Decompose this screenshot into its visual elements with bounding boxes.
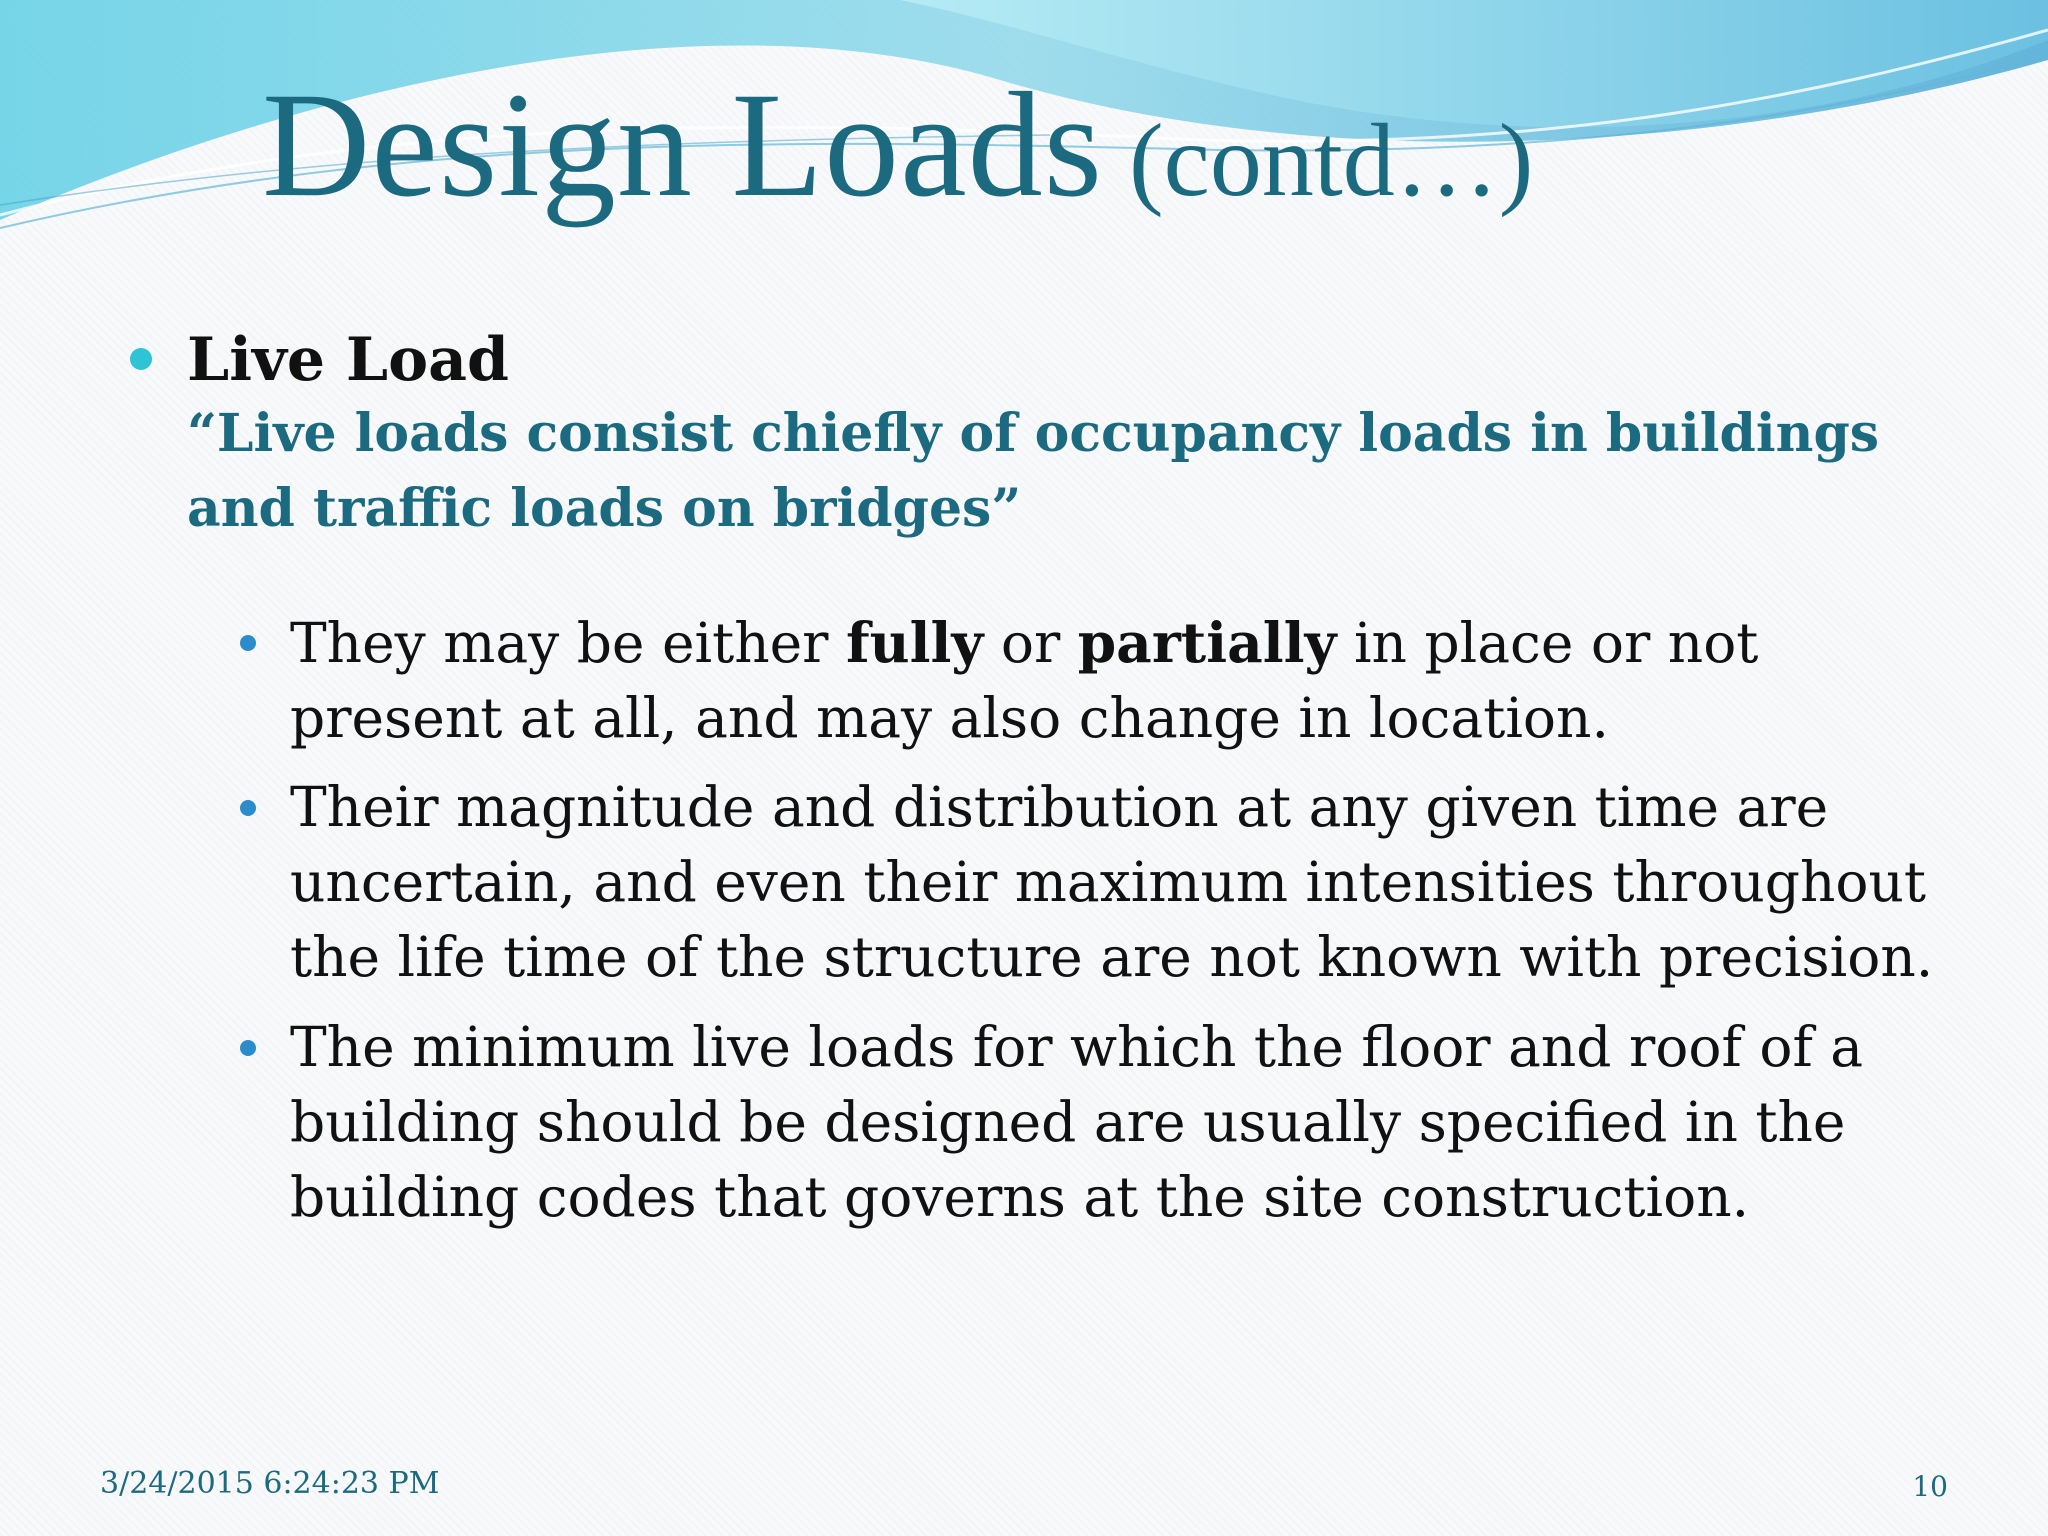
slide-title xyxy=(262,62,1534,228)
sub-bullet-1 xyxy=(290,605,1950,756)
bullet-heading: Live Load xyxy=(187,325,509,395)
sub-bullet-2: Their magnitude and distribution at any given time are uncertain, and even their maximum intensities throughout the life time of the structure are not known with precision. xyxy=(290,775,1934,989)
sub-bullet-1-text-a: They may be either xyxy=(290,611,846,675)
sub-bullet-1-text-c: in place or not present at all, and may also change in location. xyxy=(290,611,1759,750)
definition-quote: “Live loads consist chiefly of occupancy loads in buildings and traffic loads on bridges” xyxy=(187,403,1880,539)
level2-bullet-icon xyxy=(240,800,256,816)
sub-bullet-1-bold-partially: partially xyxy=(1077,610,1337,675)
level2-bullet-icon xyxy=(240,635,256,651)
footer-date: 3/24/2015 6:24:23 PM xyxy=(100,1466,440,1501)
level1-bullet xyxy=(187,322,1937,546)
title-main: Design Loads xyxy=(262,62,1104,228)
page-number: 10 xyxy=(1912,1470,1948,1503)
sub-bullet-1-bold-fully: fully xyxy=(845,610,984,675)
title-suffix: (contd…) xyxy=(1129,103,1534,218)
sub-bullet-3: The minimum live loads for which the floor and roof of a building should be designed are usually specified in the building codes that governs at the site construction. xyxy=(290,1015,1864,1229)
level1-bullet-icon xyxy=(130,348,152,370)
sub-bullet-1-text-b: or xyxy=(983,611,1078,675)
level2-bullet-icon xyxy=(240,1040,256,1056)
